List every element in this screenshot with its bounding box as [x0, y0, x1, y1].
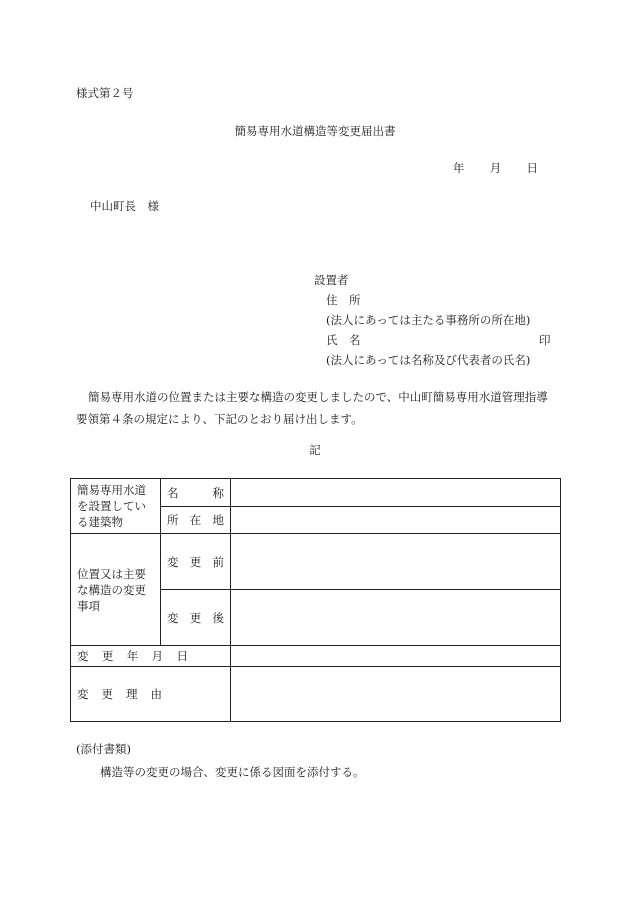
attachments-text: 構造等の変更の場合、変更に係る図面を添付する。	[100, 765, 365, 779]
table-row	[71, 667, 561, 722]
change-reason-label-cell	[71, 667, 231, 722]
table-row	[71, 646, 561, 667]
name-label-cell: 名称	[161, 479, 231, 507]
change-date-value-cell[interactable]	[231, 646, 561, 667]
attachments-label: (添付書類)	[76, 742, 131, 756]
location-label-cell: 所在地	[161, 507, 231, 534]
change-reason-label: 変更理由	[77, 687, 162, 701]
address-note: (法人にあっては主たる事務所の所在地)	[326, 313, 531, 327]
building-header: 簡易専用水道を設置している建築物	[71, 479, 161, 534]
document-title: 簡易専用水道構造等変更届出書	[234, 124, 396, 138]
after-label-cell: 変更後	[161, 590, 231, 646]
body-text: 簡易専用水道の位置または主要な構造の変更しましたので、中山町簡易専用水道管理指導要領第４条の規定により、下記のとおり届け出します。	[76, 390, 548, 426]
before-value-cell[interactable]	[231, 534, 561, 590]
applicant-block	[314, 272, 551, 372]
name-note: (法人にあっては名称及び代表者の氏名)	[326, 353, 531, 367]
table-row	[71, 534, 561, 590]
addressee: 中山町長 様	[90, 199, 159, 213]
table-row	[71, 479, 561, 507]
location-value-cell[interactable]	[231, 507, 561, 534]
name-value-cell[interactable]	[231, 479, 561, 507]
after-value-cell[interactable]	[231, 590, 561, 646]
seal-mark: 印	[539, 333, 551, 347]
address-label: 住 所	[326, 293, 361, 307]
change-date-label-cell	[71, 646, 231, 667]
name-label: 氏 名	[326, 333, 361, 347]
name-row	[314, 332, 551, 352]
applicant-label: 設置者	[314, 273, 349, 287]
date-month: 月	[489, 161, 502, 175]
change-reason-value-cell[interactable]	[231, 667, 561, 722]
change-form-table	[70, 478, 561, 722]
date-day: 日	[526, 161, 538, 175]
form-number: 様式第２号	[76, 86, 134, 100]
ki-heading: 記	[309, 443, 321, 457]
before-label-cell: 変更前	[161, 534, 231, 590]
date-year: 年	[452, 161, 465, 175]
change-header: 位置又は主要な構造の変更事項	[71, 534, 161, 646]
change-date-label: 変更年月日	[77, 649, 188, 663]
date-line	[453, 160, 538, 176]
